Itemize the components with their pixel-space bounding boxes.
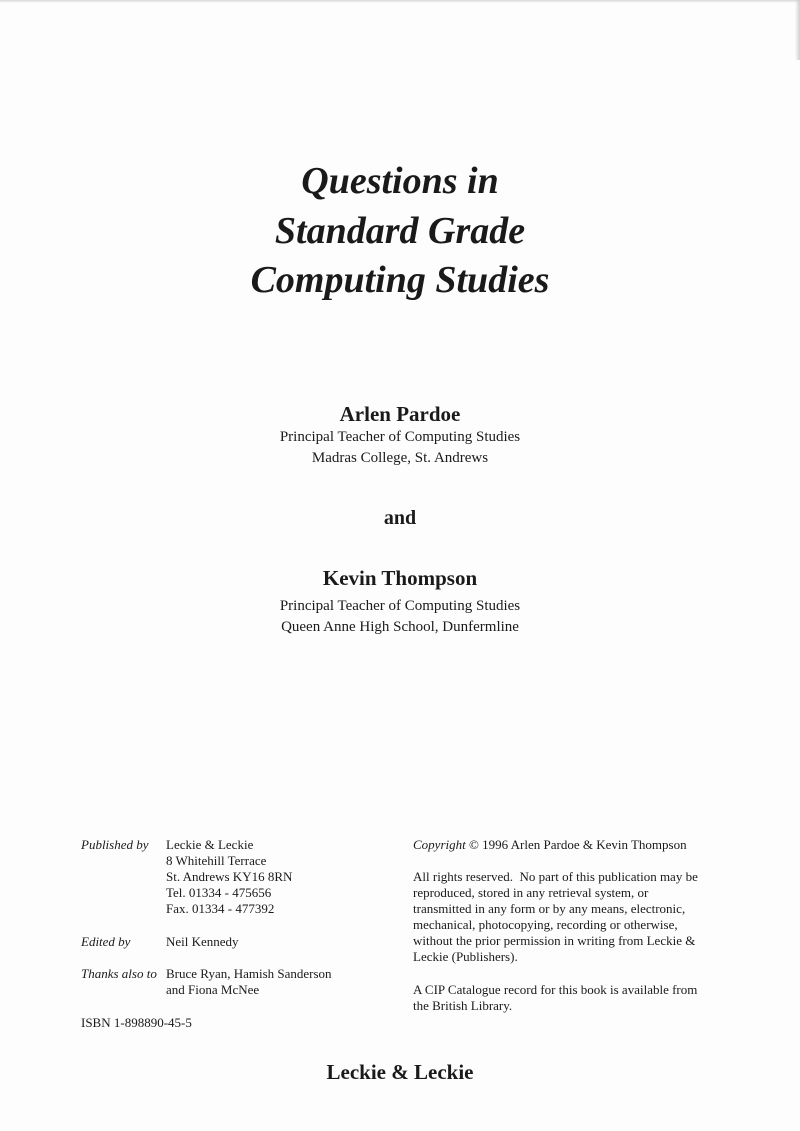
thanks-names-line: and Fiona McNee (166, 982, 260, 997)
edited-by-label: Edited by (81, 934, 131, 949)
publisher-address-line: Leckie & Leckie (166, 837, 254, 852)
rights-line: Leckie (Publishers). (413, 949, 518, 964)
copyright-holders: © 1996 Arlen Pardoe & Kevin Thompson (468, 837, 687, 852)
publisher-fax: Fax. 01334 - 477392 (166, 901, 275, 916)
rights-line: without the prior permission in writing from Leckie & (413, 933, 696, 948)
rights-line: transmitted in any form or by any means, electronic, (413, 901, 686, 916)
cip-line: the British Library. (413, 998, 513, 1013)
copyright-label: Copyright (413, 837, 466, 852)
page-right-edge-shadow (795, 0, 800, 60)
page-top-edge-shadow (0, 0, 800, 3)
book-title-line-3: Computing Studies (250, 259, 550, 301)
author-name-2: Kevin Thompson (322, 566, 478, 590)
rights-line: All rights reserved. No part of this publication may be (413, 869, 698, 884)
copyright-notice (413, 837, 687, 853)
author-role-2: Principal Teacher of Computing Studies (279, 598, 521, 614)
thanks-label: Thanks also to (81, 966, 157, 981)
publisher-address-line: St. Andrews KY16 8RN (166, 869, 293, 884)
publisher-phone: Tel. 01334 - 475656 (166, 885, 272, 900)
author-institution-2: Queen Anne High School, Dunfermline (281, 619, 519, 635)
author-institution-1: Madras College, St. Andrews (311, 450, 489, 466)
book-title-line-2: Standard Grade (274, 210, 526, 252)
publisher-footer: Leckie & Leckie (326, 1060, 474, 1084)
published-by-label: Published by (81, 837, 149, 852)
thanks-names-line: Bruce Ryan, Hamish Sanderson (166, 966, 332, 981)
cip-line: A CIP Catalogue record for this book is available from (413, 982, 698, 997)
author-name-1: Arlen Pardoe (339, 402, 461, 426)
publisher-address-line: 8 Whitehill Terrace (166, 853, 267, 868)
rights-line: reproduced, stored in any retrieval system, or (413, 885, 649, 900)
isbn: ISBN 1-898890-45-5 (81, 1015, 192, 1030)
author-role-1: Principal Teacher of Computing Studies (279, 429, 521, 445)
author-conjunction: and (383, 507, 417, 529)
book-title-line-1: Questions in (301, 160, 499, 202)
rights-line: mechanical, photocopying, recording or otherwise, (413, 917, 678, 932)
editor-name: Neil Kennedy (166, 934, 239, 949)
